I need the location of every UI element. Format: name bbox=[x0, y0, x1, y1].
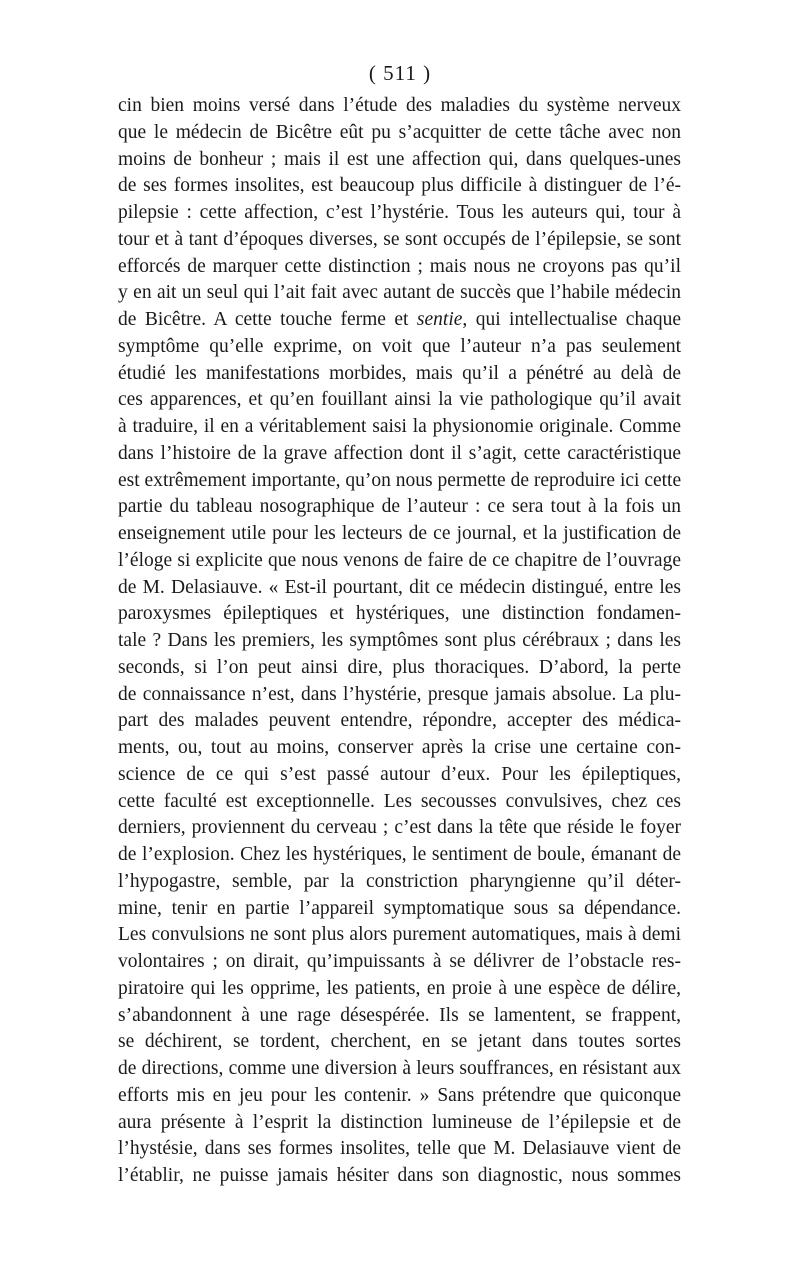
text-line: efforcés de marquer cette distinction ; mais nous ne croyons pas qu’il bbox=[118, 255, 681, 277]
text-line: part des malades peuvent entendre, répondre, accepter des médica- bbox=[118, 710, 681, 732]
text-line: de Bicêtre. A cette touche ferme et sentie, qui intellectualise chaque bbox=[118, 309, 682, 330]
text-line: paroxysmes épileptiques et hystériques, une distinction fondamen- bbox=[118, 603, 681, 625]
text-line: y en ait un seul qui l’ait fait avec autant de succès que l’habile médecin bbox=[118, 282, 681, 304]
text-line: seconds, si l’on peut ainsi dire, plus thoraciques. D’abord, la perte bbox=[118, 656, 681, 678]
text-line: de connaissance n’est, dans l’hystérie, presque jamais absolue. La plu- bbox=[118, 683, 681, 705]
text-line: Les convulsions ne sont plus alors purement automatiques, mais à demi bbox=[118, 924, 681, 946]
text-line: l’hystésie, dans ses formes insolites, telle que M. Delasiauve vient de bbox=[118, 1138, 681, 1160]
text-line: ces apparences, et qu’en fouillant ainsi la vie pathologique qu’il avait bbox=[118, 389, 681, 411]
text-line: partie du tableau nosographique de l’auteur : ce sera tout à la fois un bbox=[118, 496, 681, 518]
text-line: science de ce qui s’est passé autour d’eux. Pour les épileptiques, bbox=[118, 763, 681, 785]
text-line: de ses formes insolites, est beaucoup plus difficile à distinguer de l’é- bbox=[118, 175, 681, 197]
text-line: tale ? Dans les premiers, les symptômes sont plus cérébraux ; dans les bbox=[118, 630, 681, 651]
text-line: piratoire qui les opprime, les patients, en proie à une espèce de délire, bbox=[118, 977, 681, 999]
text-line: cette faculté est exceptionnelle. Les secousses convulsives, chez ces bbox=[118, 790, 681, 812]
text-line: que le médecin de Bicêtre eût pu s’acquitter de cette tâche avec non bbox=[118, 121, 681, 143]
text-line: ments, ou, tout au moins, conserver après la crise une certaine con- bbox=[118, 737, 681, 758]
text-line: dans l’histoire de la grave affection dont il s’agit, cette caractéristique bbox=[118, 442, 681, 464]
text-line: de M. Delasiauve. « Est-il pourtant, dit ce médecin distingué, entre les bbox=[118, 576, 681, 598]
text-line: symptôme qu’elle exprime, on voit que l’auteur n’a pas seulement bbox=[118, 335, 681, 357]
text-line: l’établir, ne puisse jamais hésiter dans son diagnostic, nous sommes bbox=[118, 1165, 681, 1186]
text-line: aura présente à l’esprit la distinction lumineuse de l’épilepsie et de bbox=[118, 1111, 681, 1133]
body-text bbox=[118, 93, 681, 1190]
page-number: ( 511 ) bbox=[368, 61, 432, 85]
text-line: est extrêmement importante, qu’on nous permette de reproduire ici cette bbox=[118, 469, 682, 491]
text-line: derniers, proviennent du cerveau ; c’est dans la tête que réside le foyer bbox=[118, 817, 681, 839]
text-line: moins de bonheur ; mais il est une affection qui, dans quelques-unes bbox=[118, 148, 681, 170]
text-line: à traduire, il en a véritablement saisi la physionomie originale. Comme bbox=[118, 416, 681, 437]
text-line: se déchirent, se tordent, cherchent, en se jetant dans toutes sortes bbox=[118, 1031, 681, 1053]
text-line: de l’explosion. Chez les hystériques, le sentiment de boule, émanant de bbox=[118, 844, 681, 865]
text-line: l’éloge si explicite que nous venons de faire de ce chapitre de l’ouvrage bbox=[118, 549, 681, 571]
text-line: l’hypogastre, semble, par la constriction pharyngienne qu’il déter- bbox=[118, 870, 681, 892]
text-line: enseignement utile pour les lecteurs de ce journal, et la justification de bbox=[118, 523, 681, 544]
text-line: étudié les manifestations morbides, mais qu’il a pénétré au delà de bbox=[118, 362, 681, 384]
text-line: mine, tenir en partie l’appareil symptomatique sous sa dépendance. bbox=[118, 897, 681, 919]
text-line: pilepsie : cette affection, c’est l’hystérie. Tous les auteurs qui, tour à bbox=[118, 202, 681, 223]
text-line: volontaires ; on dirait, qu’impuissants à se délivrer de l’obstacle res- bbox=[118, 951, 681, 972]
text-line: s’abandonnent à une rage désespérée. Ils se lamentent, se frappent, bbox=[118, 1004, 681, 1026]
text-line: efforts mis en jeu pour les contenir. » Sans prétendre que quiconque bbox=[118, 1084, 681, 1106]
text-line: tour et à tant d’époques diverses, se sont occupés de l’épilepsie, se sont bbox=[118, 228, 681, 250]
text-line: de directions, comme une diversion à leurs souffrances, en résistant aux bbox=[118, 1058, 681, 1079]
text-line: cin bien moins versé dans l’étude des maladies du système nerveux bbox=[118, 95, 681, 116]
